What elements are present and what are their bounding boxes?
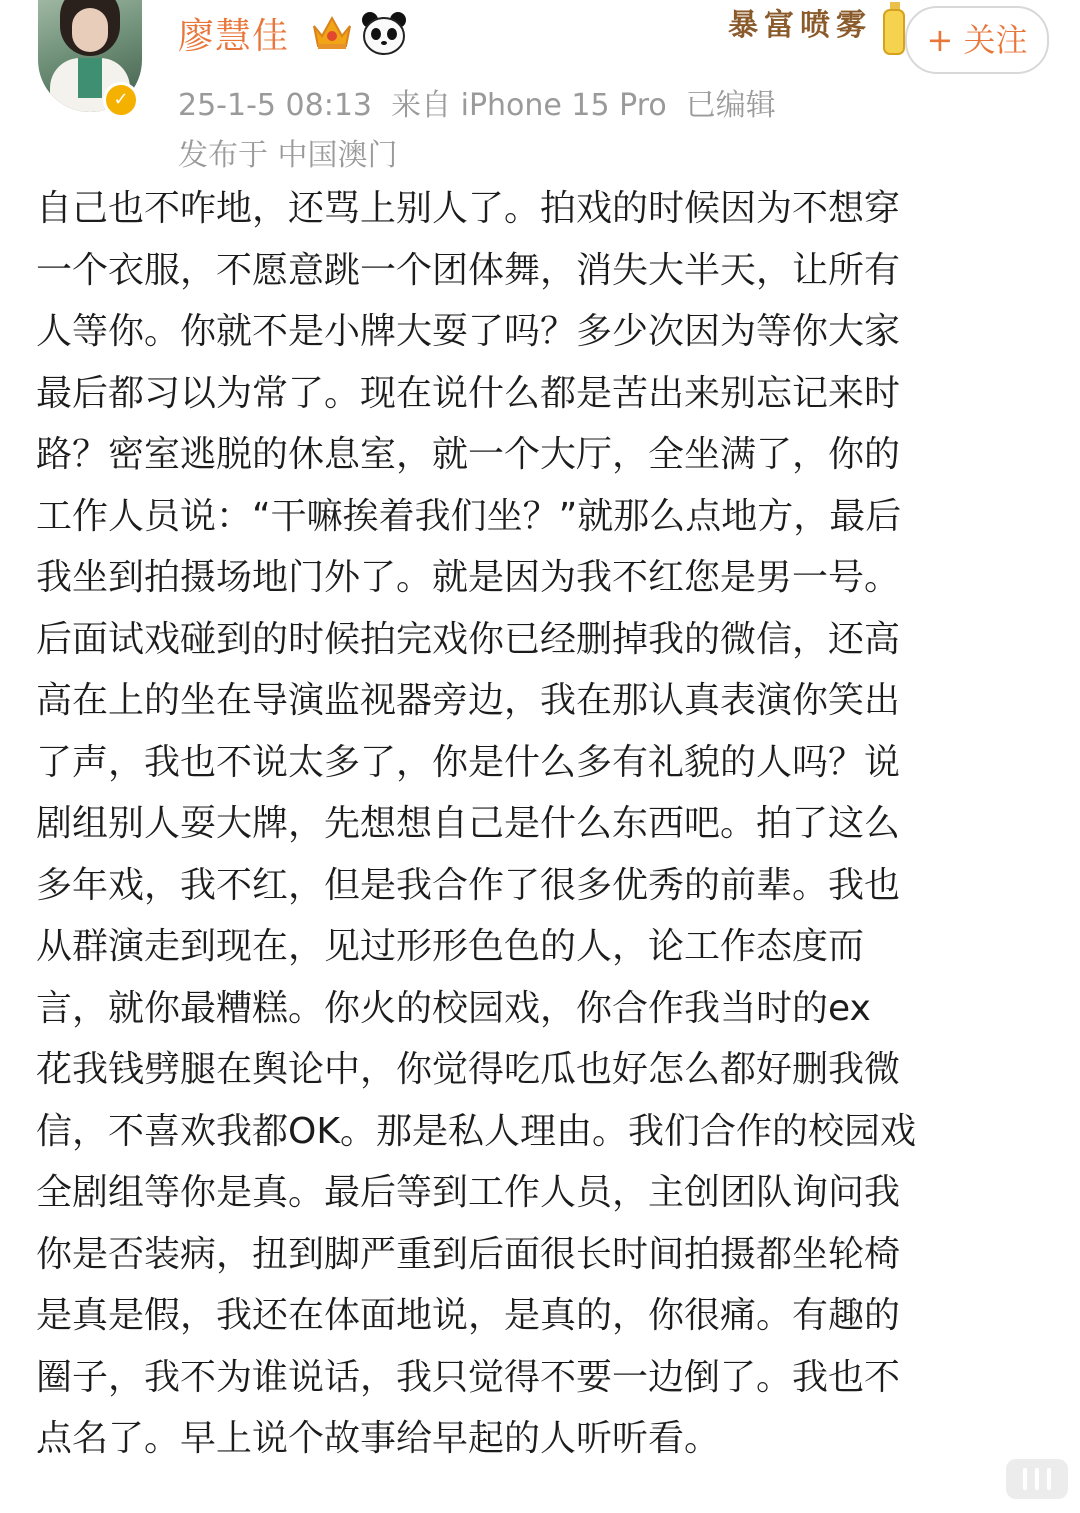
post-text-line: 了声，我也不说太多了，你是什么多有礼貌的人吗？说	[36, 741, 901, 783]
post-text-line: 我坐到拍摄场地门外了。就是因为我不红您是男一号。	[36, 557, 901, 598]
post-text-line: 点名了。早上说个故事给早起的人听听看。	[36, 1418, 721, 1459]
post-text-line: 最后都习以为常了。现在说什么都是苦出来别忘记来时	[36, 372, 901, 414]
post-text-line: 后面试戏碰到的时候拍完戏你已经删掉我的微信，还高	[36, 618, 901, 660]
post-text-line: 一个衣服，不愿意跳一个团体舞，消失大半天，让所有	[36, 249, 901, 291]
post-text	[36, 178, 1046, 1470]
post-location: 发布于 中国澳门	[178, 138, 398, 173]
post-timestamp: 25-1-5 08:13	[178, 88, 372, 123]
post-meta	[178, 80, 776, 124]
post-text-line: 你是否装病，扭到脚严重到后面很长时间拍摄都坐轮椅	[36, 1233, 901, 1275]
post-text-line: 信，不喜欢我都OK。那是私人理由。我们合作的校园戏	[36, 1110, 916, 1152]
post-source: 来自 iPhone 15 Pro	[391, 88, 667, 123]
post-text-line: 自己也不咋地，还骂上别人了。拍戏的时候因为不想穿	[36, 188, 901, 229]
fortune-spray-decoration: 暴富喷雾	[728, 8, 872, 43]
post-text-line: 从群演走到现在，见过形形色色的人，论工作态度而	[36, 926, 865, 967]
post-text-line: 花我钱劈腿在舆论中，你觉得吃瓜也好怎么都好删我微	[36, 1049, 901, 1090]
post-text-line: 路？密室逃脱的休息室，就一个大厅，全坐满了，你的	[36, 434, 901, 475]
post-text-line: 高在上的坐在导演监视器旁边，我在那认真表演你笑出	[36, 680, 901, 721]
post-text-line: 言，就你最糟糕。你火的校园戏，你合作我当时的ex	[36, 987, 871, 1029]
crown-icon	[310, 12, 354, 52]
post-text-line: 人等你。你就不是小牌大耍了吗？多少次因为等你大家	[36, 311, 901, 352]
post-text-line: 全剧组等你是真。最后等到工作人员，主创团队询问我	[36, 1172, 901, 1213]
username[interactable]: 廖慧佳	[178, 16, 290, 57]
avatar-face	[72, 8, 108, 52]
panda-icon	[360, 10, 408, 56]
post-text-line: 剧组别人耍大牌，先想想自己是什么东西吧。拍了这么	[36, 803, 901, 844]
more-icon	[1006, 1459, 1068, 1499]
edited-label[interactable]: 已编辑	[685, 88, 776, 123]
follow-button[interactable]: + 关注	[905, 6, 1049, 74]
post-text-line: 工作人员说：“干嘛挨着我们坐？”就那么点地方，最后	[36, 495, 902, 537]
post-text-line: 圈子，我不为谁说话，我只觉得不要一边倒了。我也不	[36, 1356, 901, 1398]
post-text-line: 多年戏，我不红，但是我合作了很多优秀的前辈。我也	[36, 864, 901, 906]
avatar-scarf	[78, 58, 102, 98]
post-text-line: 是真是假，我还在体面地说，是真的，你很痛。有趣的	[36, 1295, 901, 1336]
verified-badge-icon: ✓	[103, 82, 139, 118]
